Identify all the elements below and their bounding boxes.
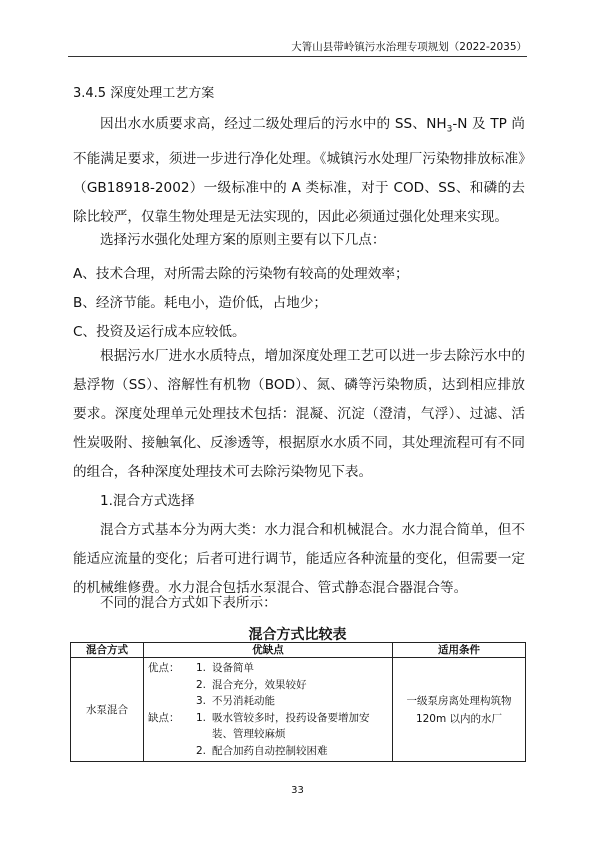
- pro-text: 不另消耗动能: [212, 695, 275, 707]
- paragraph-1: [73, 110, 525, 232]
- pro-item: [148, 693, 388, 710]
- paragraph-1-part-b: -N 及 TP 尚不能满足要求，须进一步进行净化处理。《城镇污水处理厂污染物排放标准》（GB18918-2002）一级标准中的 A 类标准，对于 COD、SS、和磷的去除比较严，仅靠生物处理是无法实现的，因此必须通过强化处理来实现。: [73, 116, 525, 225]
- header-title: 大箐山县带岭镇污水治理专项规划（2022-2035）: [291, 41, 527, 53]
- subheading-mixing: 1.混合方式选择: [100, 493, 195, 509]
- cell-condition: 一级泵房离处理构筑物 120m 以内的水厂: [393, 658, 526, 762]
- paragraph-6: 根据污水厂进水水质特点，增加深度处理工艺可以进一步去除污水中的悬浮物（SS）、溶解性有机物（BOD）、氮、磷等污染物质，达到相应排放要求。深度处理单元处理技术包括：混凝、沉淀（澄清，气浮）、过滤、活性炭吸附、接触氧化、反渗透等，根据原水水质不同，其处理流程可有不同的组合，各种深度处理技术可去除污染物见下表。: [73, 348, 525, 480]
- pros-tag: 优点：: [148, 662, 180, 674]
- section-heading: 3.4.5 深度处理工艺方案: [73, 86, 215, 101]
- paragraph-2: 选择污水强化处理方案的原则主要有以下几点：: [100, 232, 386, 248]
- pro-num: 2.: [195, 678, 206, 691]
- con-item: [148, 710, 388, 743]
- paragraph-1-subscript: 3: [446, 124, 453, 135]
- con-num: 1.: [195, 711, 206, 724]
- paragraph-8: 混合方式基本分为两大类：水力混合和机械混合。水力混合简单，但不能适应流量的变化；后者可进行调节，能适应各种流量的变化，但需要一定的机械维修费。水力混合包括水泵混合、管式静态混合器混合等。: [73, 522, 525, 596]
- pro-item: [148, 677, 388, 694]
- principle-b: B、经济节能。耗电小，造价低，占地少；: [73, 295, 328, 311]
- header-pros-cons: 优缺点: [144, 643, 393, 658]
- page-header: [68, 38, 527, 57]
- pro-item: [148, 660, 388, 677]
- cons-tag: 缺点：: [148, 711, 180, 724]
- con-num: 2.: [195, 744, 206, 757]
- con-item: [148, 743, 388, 760]
- con-text: 吸水管较多时，投药设备要增加安装、管理较麻烦: [212, 711, 370, 740]
- principle-a: A、技术合理，对所需去除的污染物有较高的处理效率；: [73, 266, 409, 282]
- principle-c: C、投资及运行成本应较低。: [73, 324, 246, 340]
- paragraph-1-part-a: 因出水水质要求高，经过二级处理后的污水中的 SS、NH: [100, 116, 447, 132]
- header-method: 混合方式: [71, 643, 144, 658]
- pro-num: 1.: [195, 662, 206, 674]
- page-number: 33: [291, 785, 304, 796]
- table-row: [71, 658, 526, 762]
- cell-method: 水泵混合: [71, 658, 144, 762]
- pro-text: 设备简单: [212, 662, 254, 674]
- cell-pros-cons: [144, 658, 393, 762]
- paragraph-9: 不同的混合方式如下表所示：: [100, 595, 277, 611]
- con-text: 配合加药自动控制较困难: [212, 744, 328, 757]
- comparison-table: [70, 642, 526, 762]
- table-header-row: [71, 643, 526, 658]
- pro-num: 3.: [195, 695, 206, 707]
- pro-text: 混合充分，效果较好: [212, 678, 307, 691]
- table-title: 混合方式比较表: [248, 627, 347, 643]
- header-condition: 适用条件: [393, 643, 526, 658]
